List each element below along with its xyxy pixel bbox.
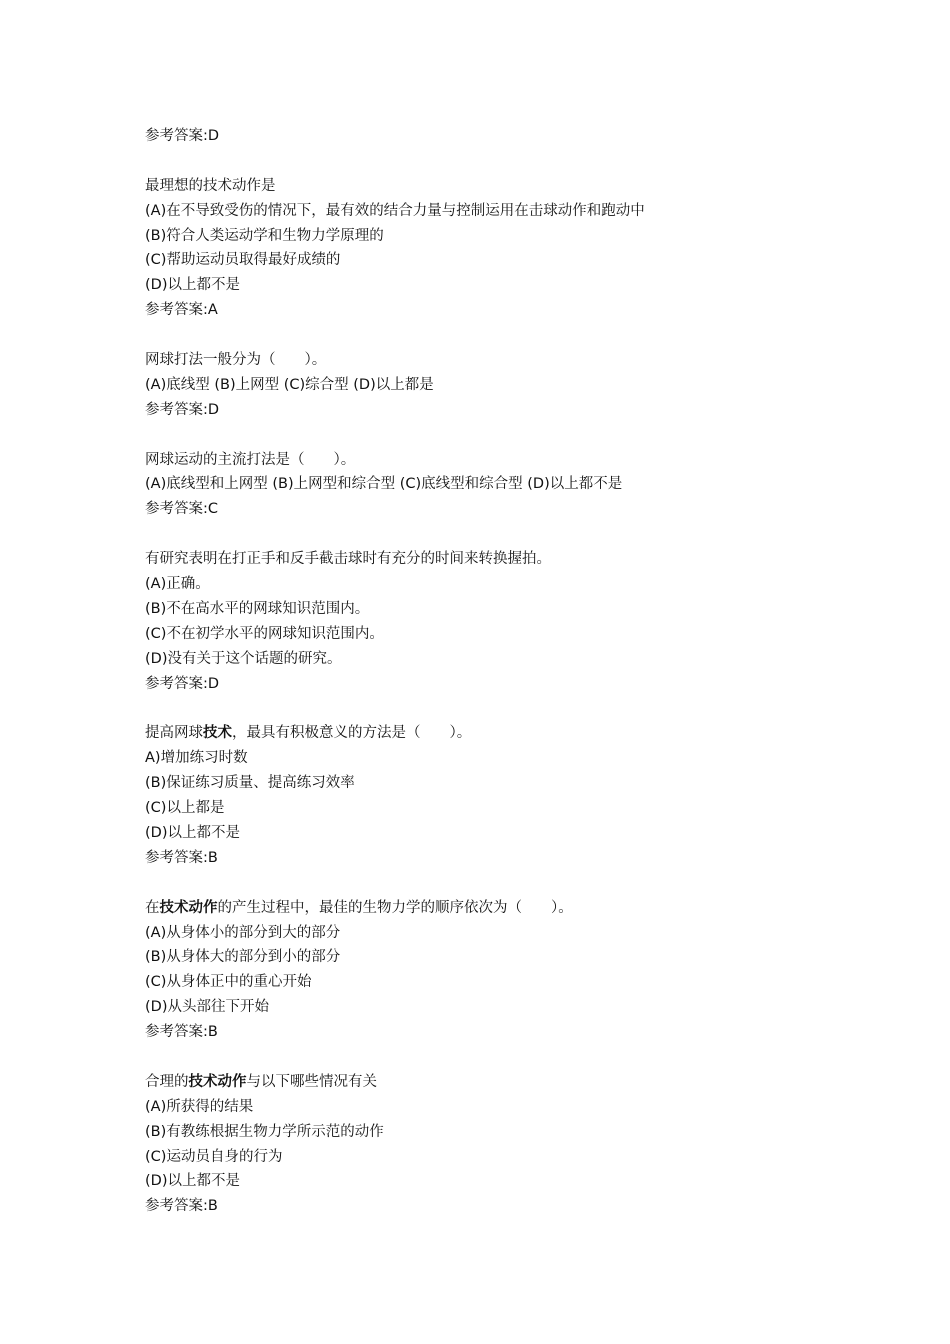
- option-line: (B)保证练习质量、提高练习效率: [145, 775, 355, 792]
- answer-line: 参考答案:D: [145, 675, 220, 692]
- stem-bold-text: 技术动作: [188, 1073, 247, 1090]
- answer-line: 参考答案:D: [145, 128, 220, 144]
- spacer: [145, 522, 905, 547]
- question-stem: 网球运动的主流打法是（ ）。: [145, 451, 356, 468]
- question-stem: [145, 721, 905, 746]
- answer-line: 参考答案:B: [145, 849, 218, 866]
- option-line: (A)正确。: [145, 576, 210, 593]
- option-line: (A)底线型 (B)上网型 (C)综合型 (D)以上都是: [145, 376, 434, 393]
- option-line: (D)没有关于这个话题的研究。: [145, 650, 342, 667]
- option-line: (C)以上都是: [145, 800, 225, 817]
- stem-bold-text: 技术动作: [159, 899, 218, 916]
- answer-line: 参考答案:B: [145, 1024, 218, 1041]
- option-line: (C)不在初学水平的网球知识范围内。: [145, 625, 384, 642]
- spacer: [145, 696, 905, 721]
- stem-text: ，最具有积极意义的方法是（ ）。: [232, 725, 472, 742]
- stem-text: 提高网球: [145, 725, 203, 742]
- question-stem: 网球打法一般分为（ ）。: [145, 352, 327, 369]
- option-line: (A)从身体小的部分到大的部分: [145, 924, 341, 941]
- question-stem: 最理想的技术动作是: [145, 177, 276, 194]
- stem-text: 的产生过程中，最佳的生物力学的顺序依次为（ ）。: [217, 899, 573, 916]
- option-line: (B)从身体大的部分到小的部分: [145, 949, 341, 966]
- question-stem: [145, 896, 905, 921]
- option-line: (A)底线型和上网型 (B)上网型和综合型 (C)底线型和综合型 (D)以上都不是: [145, 476, 623, 493]
- stem-text: 合理的: [145, 1073, 189, 1090]
- spacer: [145, 871, 905, 896]
- spacer: [145, 423, 905, 448]
- answer-line: 参考答案:B: [145, 1198, 218, 1215]
- option-line: (D)以上都不是: [145, 824, 240, 841]
- spacer: [145, 149, 905, 174]
- option-line: (C)运动员自身的行为: [145, 1148, 283, 1165]
- stem-bold-text: 技术: [203, 725, 232, 742]
- option-line: (A)在不导致受伤的情况下，最有效的结合力量与控制运用在击球动作和跑动中: [145, 202, 645, 219]
- answer-line: 参考答案:C: [145, 501, 219, 518]
- option-line: (B)不在高水平的网球知识范围内。: [145, 600, 370, 617]
- option-line: (C)从身体正中的重心开始: [145, 974, 312, 991]
- option-line: (D)以上都不是: [145, 1173, 240, 1190]
- option-line: A)增加练习时数: [145, 750, 248, 767]
- option-line: (A)所获得的结果: [145, 1098, 254, 1115]
- option-line: (B)符合人类运动学和生物力学原理的: [145, 227, 384, 244]
- option-line: (D)从头部往下开始: [145, 999, 269, 1016]
- stem-text: 在: [145, 899, 160, 916]
- question-stem: 有研究表明在打正手和反手截击球时有充分的时间来转换握拍。: [145, 551, 551, 568]
- answer-line: 参考答案:A: [145, 302, 218, 319]
- option-line: (D)以上都不是: [145, 277, 240, 294]
- option-line: (C)帮助运动员取得最好成绩的: [145, 252, 341, 269]
- document-body: [145, 124, 905, 1219]
- option-line: (B)有教练根据生物力学所示范的动作: [145, 1123, 384, 1140]
- spacer: [145, 1045, 905, 1070]
- question-stem: [145, 1070, 905, 1095]
- spacer: [145, 323, 905, 348]
- stem-text: 与以下哪些情况有关: [246, 1073, 377, 1090]
- answer-line: 参考答案:D: [145, 401, 220, 418]
